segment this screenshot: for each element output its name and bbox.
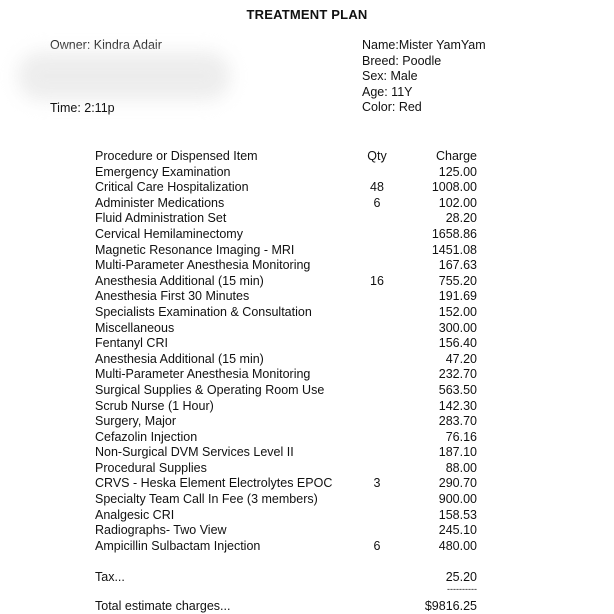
row-charge: 156.40 bbox=[438, 336, 477, 351]
table-row bbox=[95, 352, 485, 368]
row-item: Radiographs- Two View bbox=[95, 523, 227, 538]
row-item: Specialists Examination & Consultation bbox=[95, 304, 312, 319]
row-item: Anesthesia Additional (15 min) bbox=[95, 351, 264, 366]
row-charge: 290.70 bbox=[438, 476, 477, 491]
row-charge: 283.70 bbox=[438, 414, 477, 429]
table-row bbox=[95, 305, 485, 321]
header-qty: Qty bbox=[367, 149, 387, 163]
row-item: Critical Care Hospitalization bbox=[95, 180, 249, 195]
table-row bbox=[95, 180, 485, 196]
row-item: Surgical Supplies & Operating Room Use bbox=[95, 382, 325, 397]
table-row bbox=[95, 227, 485, 243]
row-item: Specialty Team Call In Fee (3 members) bbox=[95, 492, 318, 507]
table-row bbox=[95, 523, 485, 539]
row-item: Ampicillin Sulbactam Injection bbox=[95, 538, 261, 553]
total-label: Total estimate charges... bbox=[95, 599, 231, 613]
row-charge: 1008.00 bbox=[431, 180, 477, 195]
table-row bbox=[95, 321, 485, 337]
table-row bbox=[95, 461, 485, 477]
table-row bbox=[95, 211, 485, 227]
row-charge: 1451.08 bbox=[431, 242, 477, 257]
table-row bbox=[95, 336, 485, 352]
row-charge: 232.70 bbox=[438, 367, 477, 382]
row-charge: 152.00 bbox=[438, 304, 477, 319]
table-row bbox=[95, 165, 485, 181]
row-charge: 142.30 bbox=[438, 398, 477, 413]
row-item: Scrub Nurse (1 Hour) bbox=[95, 398, 214, 413]
separator-line: ---------- bbox=[447, 584, 477, 594]
charges-table bbox=[95, 149, 485, 554]
row-charge: 191.69 bbox=[438, 289, 477, 304]
patient-sex: Sex: Male bbox=[362, 69, 418, 84]
row-qty: 3 bbox=[373, 476, 381, 491]
row-charge: 76.16 bbox=[445, 429, 477, 444]
row-qty: 48 bbox=[370, 180, 384, 195]
row-item: CRVS - Heska Element Electrolytes EPOC bbox=[95, 476, 333, 491]
document-title: TREATMENT PLAN bbox=[246, 7, 368, 22]
table-row bbox=[95, 258, 485, 274]
row-qty: 6 bbox=[373, 195, 381, 210]
row-item: Surgery, Major bbox=[95, 414, 177, 429]
table-row bbox=[95, 445, 485, 461]
patient-color: Color: Red bbox=[362, 100, 422, 115]
header-charge: Charge bbox=[436, 149, 477, 163]
row-item: Analgesic CRI bbox=[95, 507, 175, 522]
table-row bbox=[95, 289, 485, 305]
row-item: Multi-Parameter Anesthesia Monitoring bbox=[95, 258, 311, 273]
row-item: Anesthesia Additional (15 min) bbox=[95, 273, 264, 288]
row-charge: 158.53 bbox=[438, 507, 477, 522]
row-charge: 88.00 bbox=[445, 460, 477, 475]
table-row bbox=[95, 508, 485, 524]
patient-name: Name:Mister YamYam bbox=[362, 38, 486, 52]
redacted-area bbox=[18, 52, 230, 100]
tax-amount: 25.20 bbox=[445, 570, 477, 584]
row-item: Miscellaneous bbox=[95, 320, 175, 335]
total-row bbox=[95, 598, 485, 614]
table-row bbox=[95, 476, 485, 492]
row-item: Fluid Administration Set bbox=[95, 211, 227, 226]
header-item: Procedure or Dispensed Item bbox=[95, 149, 258, 163]
table-row bbox=[95, 383, 485, 399]
row-charge: 300.00 bbox=[438, 320, 477, 335]
table-row bbox=[95, 367, 485, 383]
row-charge: 102.00 bbox=[438, 195, 477, 210]
tax-row bbox=[95, 569, 485, 585]
total-amount: $9816.25 bbox=[424, 599, 477, 613]
tax-label: Tax... bbox=[95, 570, 125, 584]
row-item: Procedural Supplies bbox=[95, 460, 207, 475]
row-qty: 6 bbox=[373, 538, 381, 553]
time-label: Time: 2:11p bbox=[50, 101, 115, 115]
row-charge: 755.20 bbox=[438, 273, 477, 288]
table-row bbox=[95, 196, 485, 212]
table-row bbox=[95, 539, 485, 555]
row-item: Magnetic Resonance Imaging - MRI bbox=[95, 242, 295, 257]
row-item: Multi-Parameter Anesthesia Monitoring bbox=[95, 367, 311, 382]
row-charge: 187.10 bbox=[438, 445, 477, 460]
row-charge: 563.50 bbox=[438, 382, 477, 397]
table-row bbox=[95, 414, 485, 430]
row-item: Anesthesia First 30 Minutes bbox=[95, 289, 250, 304]
total-separator bbox=[95, 584, 485, 594]
row-item: Emergency Examination bbox=[95, 164, 231, 179]
table-row bbox=[95, 430, 485, 446]
row-charge: 1658.86 bbox=[431, 226, 477, 241]
row-charge: 900.00 bbox=[438, 492, 477, 507]
row-item: Cervical Hemilaminectomy bbox=[95, 226, 243, 241]
row-charge: 245.10 bbox=[438, 523, 477, 538]
row-item: Cefazolin Injection bbox=[95, 429, 198, 444]
table-row bbox=[95, 274, 485, 290]
owner-name: Owner: Kindra Adair bbox=[50, 38, 162, 52]
row-charge: 125.00 bbox=[438, 164, 477, 179]
table-header-row bbox=[95, 149, 485, 165]
row-charge: 28.20 bbox=[445, 211, 477, 226]
row-charge: 167.63 bbox=[438, 258, 477, 273]
row-item: Administer Medications bbox=[95, 195, 225, 210]
row-qty: 16 bbox=[370, 273, 384, 288]
table-row bbox=[95, 399, 485, 415]
patient-breed: Breed: Poodle bbox=[362, 53, 442, 68]
patient-info bbox=[362, 38, 486, 116]
patient-age: Age: 11Y bbox=[362, 84, 413, 99]
row-item: Non-Surgical DVM Services Level II bbox=[95, 445, 294, 460]
row-charge: 480.00 bbox=[438, 538, 477, 553]
row-charge: 47.20 bbox=[445, 351, 477, 366]
table-row bbox=[95, 243, 485, 259]
row-item: Fentanyl CRI bbox=[95, 336, 168, 351]
table-row bbox=[95, 492, 485, 508]
